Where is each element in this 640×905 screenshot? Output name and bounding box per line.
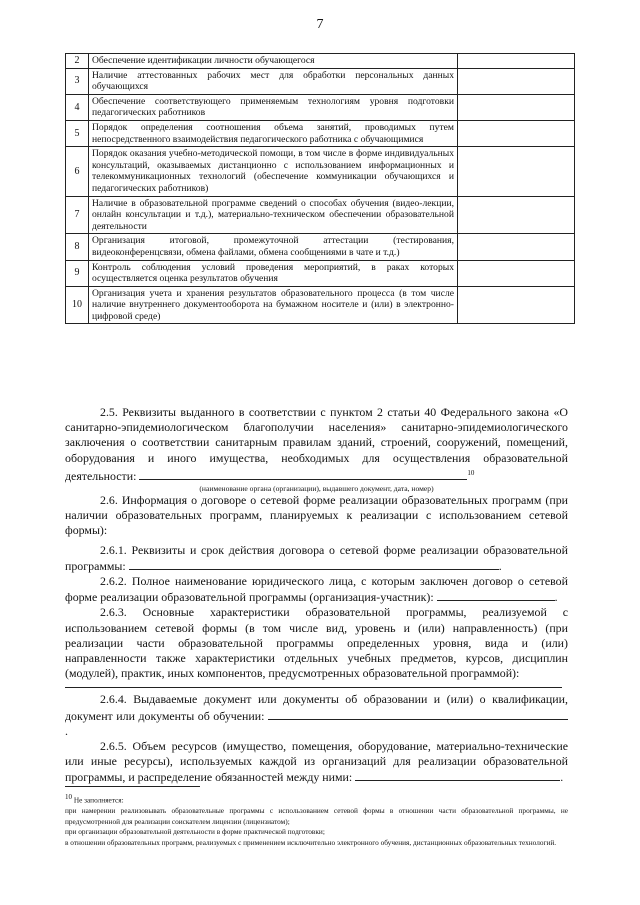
network-agreement-field[interactable] xyxy=(129,558,499,570)
row-answer-cell[interactable] xyxy=(458,120,575,146)
page-number: 7 xyxy=(316,17,324,32)
section-2-6-5-paragraph: 2.6.5. Объем ресурсов (имущество, помещения, оборудование, материально-технические или иные ресурсы), используемых каждой из организаций для реализации образовательной программы, и распределение обязанностей между ними: . xyxy=(65,739,568,785)
row-requirement-text: Обеспечение соответствующего применяемым технологиям уровня подготовки педагогических работников xyxy=(89,94,458,120)
row-requirement-text: Порядок определения соотношения объема занятий, проводимых путем непосредственного взаимодействия педагогического работника с обучающимися xyxy=(89,120,458,146)
table-row xyxy=(66,120,575,146)
section-2-6: 2.6. Информация о договоре о сетевой форме реализации образовательных программ (при наличии образовательных программ, планируемых к реализации с использованием сетевой формы): xyxy=(65,492,568,538)
section-2-6-2-paragraph: 2.6.2. Полное наименование юридического лица, с которым заключен договор о сетевой форме реализации образовательной программы (организация-участник): . xyxy=(65,574,568,605)
footnote-title-text: Не заполняется: xyxy=(73,795,124,805)
table-row xyxy=(66,196,575,234)
row-requirement-text: Наличие аттестованных рабочих мест для обработки персональных данных обучающихся xyxy=(89,68,458,94)
table-row xyxy=(66,94,575,120)
row-number: 5 xyxy=(66,120,89,146)
footnote-separator xyxy=(65,786,200,787)
row-requirement-text: Организация учета и хранения результатов образовательного процесса (в том числе наличие внутреннего документооборота на бумажном носителе и (или) в электронно-цифровой среде) xyxy=(89,286,458,324)
row-number: 2 xyxy=(66,54,89,69)
footnote-line: при организации образовательной деятельности в форме практической подготовки; xyxy=(65,827,325,837)
row-number: 6 xyxy=(66,147,89,196)
footnotes xyxy=(65,792,568,848)
row-answer-cell[interactable] xyxy=(458,260,575,286)
row-number: 7 xyxy=(66,196,89,234)
table-row xyxy=(66,68,575,94)
sanitary-conclusion-field[interactable] xyxy=(139,468,467,480)
footnote-line: в отношении образовательных программ, реализуемых с применением исключительно электронного обучения, дистанционных образовательных технологий. xyxy=(65,837,557,847)
row-answer-cell[interactable] xyxy=(458,196,575,234)
row-answer-cell[interactable] xyxy=(458,94,575,120)
row-requirement-text: Контроль соблюдения условий проведения мероприятий, в раках которых осуществляется оценка результатов обучения xyxy=(89,260,458,286)
section-2-6-1-paragraph: 2.6.1. Реквизиты и срок действия договора о сетевой форме реализации образовательной программы: . xyxy=(65,542,568,573)
requirements-table xyxy=(65,53,575,324)
footnote-number: 10 xyxy=(65,793,72,801)
section-2-5-text: 2.5. Реквизиты выданного в соответствии с пунктом 2 статьи 40 Федерального закона «О санитарно-эпидемиологическом благополучии населения» санитарно-эпидемиологического заключения о соответствии санитарным правилам зданий, строений, сооружений, помещений, оборудования и иного имущества, необходимых для осуществления образовательной деятельности: xyxy=(65,405,568,483)
row-number: 3 xyxy=(66,68,89,94)
education-document-field[interactable] xyxy=(268,708,568,720)
row-requirement-text: Порядок оказания учебно-методической помощи, в том числе в форме индивидуальных консультаций, оказываемых дистанционно с использованием информационных и телекоммуникационных технологий (обеспечение коммуникации обучающихся и педагогических работников) xyxy=(89,147,458,196)
row-number: 9 xyxy=(66,260,89,286)
section-2-6-4-text: 2.6.4. Выдаваемые документ или документы об образовании и (или) о квалификации, документ или документы об обучении: xyxy=(65,692,568,723)
row-number: 10 xyxy=(66,286,89,324)
row-answer-cell[interactable] xyxy=(458,68,575,94)
row-requirement-text: Организация итоговой, промежуточной аттестации (тестирования, видеоконференцсвязи, обмена файлами, обмена сообщениями в чате и т.д.) xyxy=(89,234,458,260)
section-2-6-5-text: 2.6.5. Объем ресурсов (имущество, помещения, оборудование, материально-технические или иные ресурсы), используемых каждой из организаций для реализации образовательной программы, и распределение обязанностей между ними: xyxy=(65,739,568,785)
row-requirement-text: Обеспечение идентификации личности обучающегося xyxy=(89,54,458,69)
row-answer-cell[interactable] xyxy=(458,286,575,324)
section-2-5 xyxy=(65,405,568,786)
section-2-6-4-paragraph: 2.6.4. Выдаваемые документ или документы об образовании и (или) о квалификации, документ или документы об обучении: . xyxy=(65,692,568,738)
table-row xyxy=(66,147,575,196)
row-number: 4 xyxy=(66,94,89,120)
resources-field[interactable] xyxy=(355,769,560,781)
table-row xyxy=(66,234,575,260)
section-2-6-3: 2.6.3. Основные характеристики образовательной программы, реализуемой с использованием сетевой формы (в том числе вид, уровень и (или) направленность) (при реализации части образовательной программы определенных уровня, вида и (или) направленности также характеристики отдельных учебных предметов, курсов, дисциплин (модулей), практик, иных компонентов, предусмотренных образовательной программой): xyxy=(65,605,568,681)
table-row xyxy=(66,286,575,324)
table-row xyxy=(66,54,575,69)
table-row xyxy=(66,260,575,286)
sanitary-conclusion-caption: (наименование органа (организации), выдавшего документ, дата, номер) xyxy=(199,483,434,493)
footnote-ref-10: 10 xyxy=(467,468,475,477)
footnote-title xyxy=(65,792,568,806)
section-2-5-paragraph xyxy=(65,405,568,484)
participant-organization-field[interactable] xyxy=(437,589,555,601)
row-number: 8 xyxy=(66,234,89,260)
footnote-line: при намерении реализовывать образовательные программы с использованием сетевой формы в отношении части образовательной программы, не предусмотренной для реализации соискателем лицензии (лицензиатом); xyxy=(65,806,568,826)
row-answer-cell[interactable] xyxy=(458,234,575,260)
section-2-6-2-text: 2.6.2. Полное наименование юридического лица, с которым заключен договор о сетевой форме реализации образовательной программы (организация-участник): xyxy=(65,574,568,605)
row-answer-cell[interactable] xyxy=(458,147,575,196)
row-answer-cell[interactable] xyxy=(458,54,575,69)
section-2-6-1-text: 2.6.1. Реквизиты и срок действия договора о сетевой форме реализации образовательной программы: xyxy=(65,542,568,573)
row-requirement-text: Наличие в образовательной программе сведений о способах обучения (видео-лекции, онлайн консультации и т.д.), материально-техническом обеспечении образовательной деятельности xyxy=(89,196,458,234)
program-characteristics-field[interactable] xyxy=(65,681,562,688)
